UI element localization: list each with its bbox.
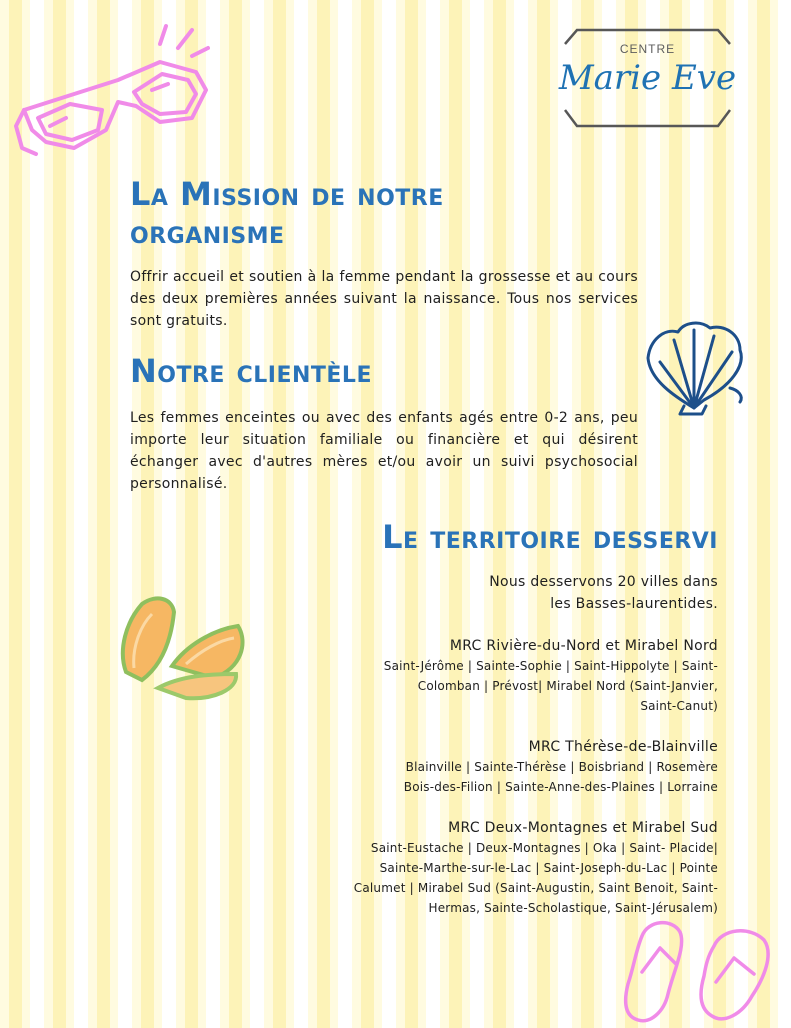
logo-main-text: Marie Eve <box>558 58 737 98</box>
region-cities-line: Saint-Canut) <box>640 699 718 713</box>
region-title: MRC Thérèse-de-Blainville <box>528 739 718 755</box>
region-therese-de-blainville <box>338 737 718 797</box>
region-cities-line: Sainte-Marthe-sur-le-Lac | Saint-Joseph-du-Lac | Pointe <box>379 861 718 875</box>
region-cities-line: Colomban | Prévost| Mirabel Nord (Saint-Janvier, <box>417 679 718 693</box>
region-cities <box>338 757 718 797</box>
logo <box>555 28 740 130</box>
territoire-intro-line2: les Basses-laurentides. <box>550 596 718 612</box>
mission-text: Offrir accueil et soutien à la femme pendant la grossesse et au cours des deux premières années suivant la naissance. Tous nos services sont gratuits. <box>130 269 638 329</box>
region-cities-line: Hermas, Sainte-Scholastique, Saint-Jérusalem) <box>428 901 718 915</box>
region-cities <box>338 656 718 716</box>
region-cities-line: Saint-Eustache | Deux-Montagnes | Oka | Saint- Placide| <box>370 841 718 855</box>
mission-title-line2: organisme <box>130 213 285 251</box>
melon-icon <box>112 592 250 702</box>
mission-title-line1: La Mission de notre <box>130 175 444 213</box>
region-cities <box>318 838 718 918</box>
region-cities-line: Blainville | Sainte-Thérèse | Boisbriand | Rosemère <box>405 760 718 774</box>
region-riviere-du-nord <box>338 636 718 716</box>
territoire-intro-line1: Nous desservons 20 villes dans <box>489 574 718 590</box>
region-deux-montagnes <box>318 818 718 918</box>
clientele-text: Les femmes enceintes ou avec des enfants agés entre 0-2 ans, peu importe leur situation familiale ou financière et qui désirent échanger avec d'autres mères et/ou avoir un suivi psychosocial personnalisé. <box>130 410 638 492</box>
region-title: MRC Rivière-du-Nord et Mirabel Nord <box>449 638 718 654</box>
territoire-intro <box>440 571 718 615</box>
region-cities-line: Saint-Jérôme | Sainte-Sophie | Saint-Hippolyte | Saint- <box>383 659 718 673</box>
flip-flops-icon <box>618 912 788 1024</box>
shell-icon <box>640 316 750 416</box>
territoire-title: Le territoire desservi <box>382 518 718 556</box>
region-title: MRC Deux-Montagnes et Mirabel Sud <box>448 820 718 836</box>
region-cities-line: Bois-des-Filion | Sainte-Anne-des-Plaines | Lorraine <box>403 780 718 794</box>
logo-top-text: CENTRE <box>619 42 676 56</box>
mission-title <box>130 175 590 251</box>
region-cities-line: Calumet | Mirabel Sud (Saint-Augustin, Saint Benoit, Saint- <box>353 881 718 895</box>
clientele-title: Notre clientèle <box>130 352 372 390</box>
sunglasses-icon <box>10 18 210 168</box>
